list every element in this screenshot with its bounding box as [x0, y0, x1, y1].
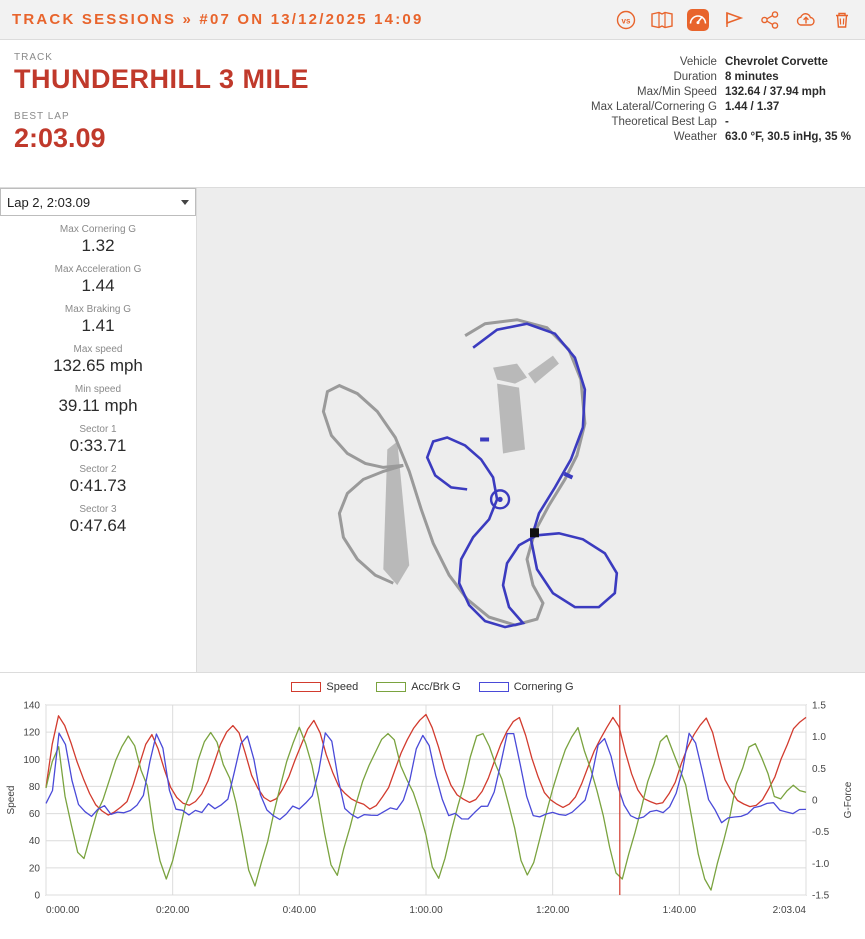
best-lap-label: BEST LAP [14, 111, 70, 122]
upload-cloud-icon[interactable] [795, 9, 817, 31]
stat-sector-1 [0, 424, 196, 456]
chart-ytick-label: 80 [28, 781, 40, 793]
detail-value-maxmin-speed: 132.64 / 37.94 mph [724, 86, 826, 98]
track-name: THUNDERHILL 3 MILE [14, 64, 310, 94]
chart-svg[interactable] [0, 697, 865, 935]
telemetry-chart-panel [0, 673, 865, 939]
session-detail-table [591, 52, 851, 173]
stat-value: 1.44 [81, 276, 115, 295]
lap-detail-section [0, 188, 865, 673]
lap-stats-panel [0, 188, 197, 672]
chart-xtick-label: 1:20.00 [535, 905, 570, 916]
finish-line-marker [530, 528, 539, 537]
chart-yaxis-title: Speed [6, 785, 17, 815]
session-breadcrumb-title: TRACK SESSIONS » #07 ON 13/12/2025 14:09 [12, 11, 424, 28]
stat-value: 0:33.71 [69, 436, 127, 455]
svg-text:vs: vs [621, 16, 631, 25]
detail-key-duration: Duration [673, 71, 717, 83]
stat-value: 0:41.73 [69, 476, 127, 495]
share-icon[interactable] [759, 9, 781, 31]
detail-key-vehicle: Vehicle [679, 56, 717, 68]
detail-value-lateral-g: 1.44 / 1.37 [724, 101, 780, 113]
lap-select-dropdown[interactable] [0, 188, 196, 216]
stat-value: 132.65 mph [53, 356, 143, 375]
detail-key-maxmin-speed: Max/Min Speed [637, 86, 717, 98]
chart-y2tick-label: 0 [812, 795, 818, 807]
chart-xtick-label: 1:00.00 [409, 905, 443, 916]
chart-xtick-label: 0:20.00 [155, 905, 190, 916]
legend-item-cornering-g[interactable] [479, 681, 574, 693]
stat-label: Max Cornering G [59, 224, 137, 235]
book-map-icon[interactable] [651, 9, 673, 31]
stat-sector-3 [0, 504, 196, 536]
detail-value-duration: 8 minutes [724, 71, 779, 83]
chart-y2tick-label: -1.0 [812, 858, 830, 870]
chart-ytick-label: 40 [28, 836, 40, 848]
legend-swatch-speed [291, 682, 321, 692]
stat-value: 39.11 mph [58, 396, 138, 415]
legend-label-accbrk-g: Acc/Brk G [411, 681, 461, 693]
stat-value: 0:47.64 [69, 516, 127, 535]
chart-xtick-label: 0:40.00 [282, 905, 317, 916]
track-map-panel[interactable] [197, 188, 865, 672]
legend-label-cornering-g: Cornering G [513, 681, 574, 693]
best-lap-value: 2:03.09 [14, 123, 106, 153]
session-summary-left [14, 52, 449, 173]
chart-legend [0, 677, 865, 697]
stat-max-speed [0, 344, 196, 376]
chart-y2axis-title: G-Force [843, 781, 854, 819]
stat-label: Sector 3 [79, 504, 117, 515]
stat-max-acceleration-g [0, 264, 196, 296]
stat-label: Min speed [74, 384, 122, 395]
stat-label: Max speed [73, 344, 123, 355]
flag-icon[interactable] [723, 9, 745, 31]
stat-value: 1.41 [81, 316, 115, 335]
legend-label-speed: Speed [326, 681, 359, 693]
chart-y2tick-label: -1.5 [812, 890, 830, 902]
detail-key-weather: Weather [673, 131, 717, 143]
chart-ytick-label: 0 [34, 890, 40, 902]
chart-plot-area[interactable] [0, 697, 865, 935]
chart-y2tick-label: -0.5 [812, 827, 830, 839]
lap-select-value: Lap 2, 2:03.09 [7, 194, 91, 210]
detail-key-lateral-g: Max Lateral/Cornering G [591, 101, 717, 113]
chevron-down-icon [181, 200, 189, 205]
legend-swatch-cornering-g [479, 682, 509, 692]
stat-value: 1.32 [81, 236, 115, 255]
chart-ytick-label: 120 [23, 727, 40, 739]
session-summary [0, 40, 865, 188]
chart-y2tick-label: 1.0 [812, 732, 826, 744]
stat-label: Max Braking G [64, 304, 132, 315]
chart-xtick-label: 0:00.00 [46, 905, 80, 916]
speedometer-icon[interactable] [687, 9, 709, 31]
legend-item-speed[interactable] [291, 681, 358, 693]
stat-max-cornering-g [0, 224, 196, 256]
toolbar-icon-group [615, 9, 853, 31]
detail-value-theoretical-best: - [724, 116, 729, 128]
stat-sector-2 [0, 464, 196, 496]
delete-trash-icon[interactable] [831, 9, 853, 31]
stat-label: Sector 1 [79, 424, 117, 435]
lap-stats-list [0, 216, 196, 544]
track-label: TRACK [14, 52, 53, 63]
stat-label: Max Acceleration G [54, 264, 142, 275]
chart-xtick-label: 2:03.04 [772, 905, 806, 916]
chart-xtick-label: 1:40.00 [662, 905, 697, 916]
detail-value-vehicle: Chevrolet Corvette [724, 56, 828, 68]
chart-ytick-label: 60 [28, 809, 40, 821]
vs-compare-icon[interactable] [615, 9, 637, 31]
legend-item-accbrk-g[interactable] [376, 681, 461, 693]
chart-ytick-label: 100 [23, 754, 40, 766]
chart-y2tick-label: 1.5 [812, 700, 826, 712]
legend-swatch-accbrk-g [376, 682, 406, 692]
chart-ytick-label: 20 [28, 863, 40, 875]
stat-label: Sector 2 [79, 464, 117, 475]
top-toolbar [0, 0, 865, 40]
detail-key-theoretical-best: Theoretical Best Lap [611, 116, 717, 128]
current-position-center [497, 497, 502, 502]
stat-max-braking-g [0, 304, 196, 336]
chart-y2tick-label: 0.5 [812, 763, 826, 775]
chart-ytick-label: 140 [23, 700, 40, 712]
track-map-svg[interactable] [197, 188, 865, 672]
detail-value-weather: 63.0 °F, 30.5 inHg, 35 % [724, 131, 851, 143]
sector-markers [480, 437, 573, 479]
stat-min-speed [0, 384, 196, 416]
